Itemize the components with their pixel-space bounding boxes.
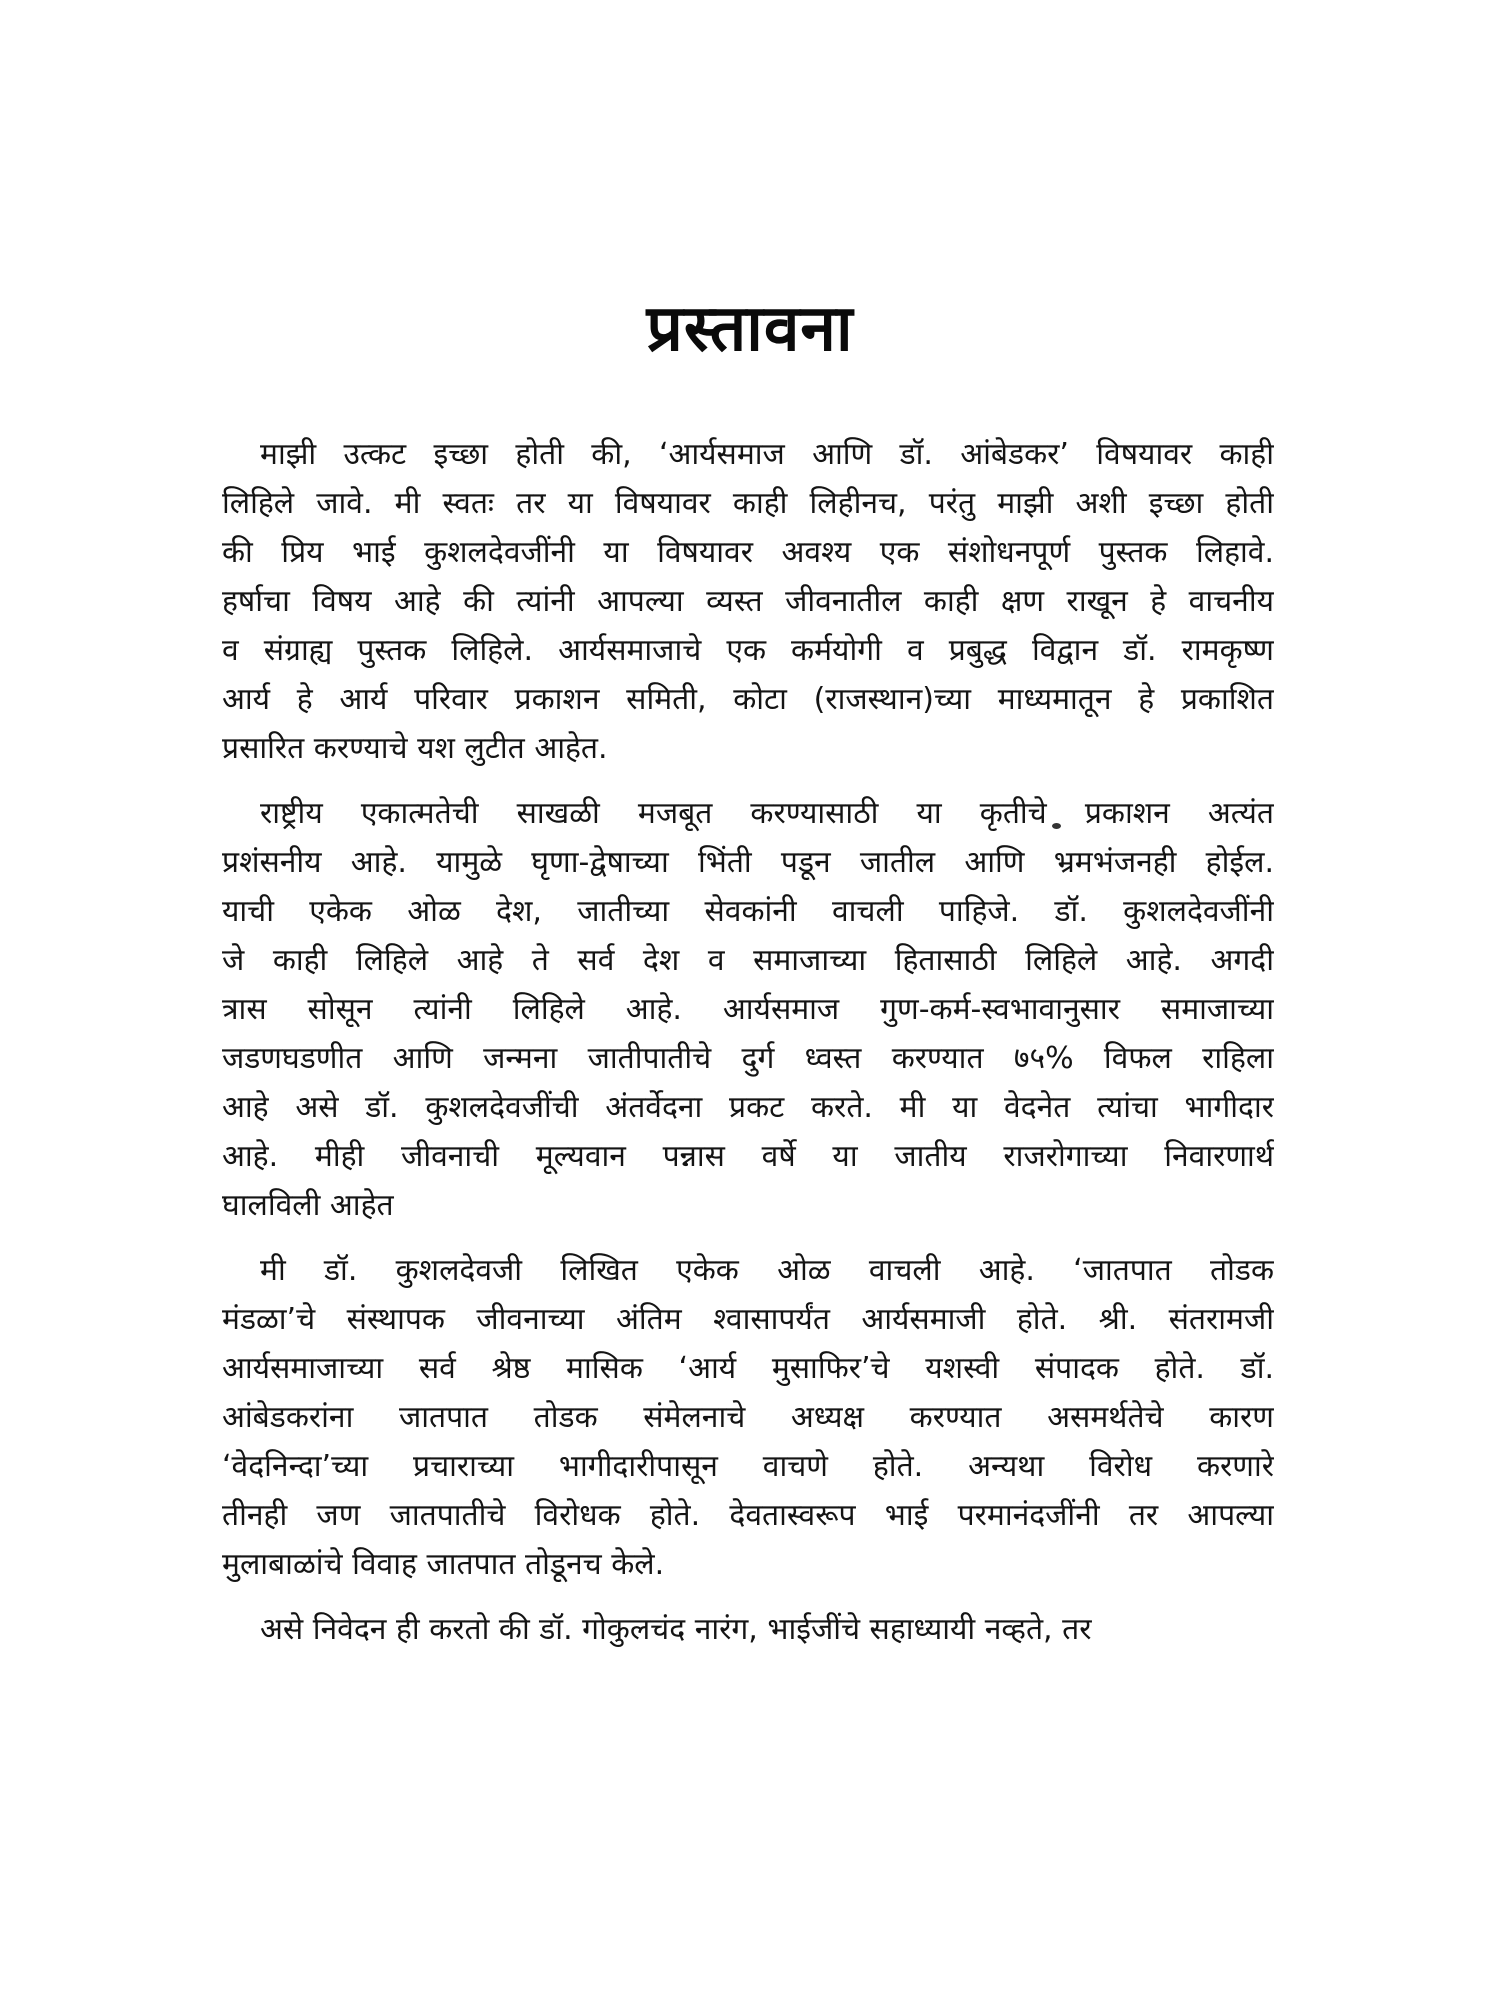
text-line: जे काही लिहिले आहे ते सर्व देश व समाजाच्या हितासाठी लिहिले आहे. अगदी xyxy=(222,943,1274,978)
text-line: असे निवेदन ही करतो की डॉ. गोकुलचंद नारंग, भाईजींचे सहाध्यायी नव्हते, तर xyxy=(260,1612,1092,1647)
text-line: हर्षाचा विषय आहे की त्यांनी आपल्या व्यस्त जीवनातील काही क्षण राखून हे वाचनीय xyxy=(222,584,1274,619)
body-text xyxy=(222,430,1274,1670)
text-line: घालविली आहेत xyxy=(222,1188,394,1223)
text-line: जडणघडणीत आणि जन्मना जातीपातीचे दुर्ग ध्वस्त करण्यात ७५% विफल राहिला xyxy=(222,1041,1274,1076)
text-line: की प्रिय भाई कुशलदेवजींनी या विषयावर अवश्य एक संशोधनपूर्ण पुस्तक लिहावे. xyxy=(222,535,1274,570)
text-line: आर्य हे आर्य परिवार प्रकाशन समिती, कोटा (राजस्थान)च्या माध्यमातून हे प्रकाशित xyxy=(222,682,1274,717)
text-line: प्रशंसनीय आहे. यामुळे घृणा-द्वेषाच्या भिंती पडून जातील आणि भ्रमभंजनही होईल. xyxy=(222,845,1274,880)
text-line: प्रसारित करण्याचे यश लुटीत आहेत. xyxy=(222,731,608,766)
text-line: आहे. मीही जीवनाची मूल्यवान पन्नास वर्षे या जातीय राजरोगाच्या निवारणार्थ xyxy=(222,1139,1274,1174)
text-line: मुलाबाळांचे विवाह जातपात तोडूनच केले. xyxy=(222,1547,665,1582)
text-line: आंबेडकरांना जातपात तोडक संमेलनाचे अध्यक्ष करण्यात असमर्थतेचे कारण xyxy=(222,1400,1274,1435)
text-line: लिहिले जावे. मी स्वतः तर या विषयावर काही लिहीनच, परंतु माझी अशी इच्छा होती xyxy=(222,486,1274,521)
text-line: ‘वेदनिन्दा’च्या प्रचाराच्या भागीदारीपासून वाचणे होते. अन्यथा विरोध करणारे xyxy=(222,1449,1274,1484)
text-line: त्रास सोसून त्यांनी लिहिले आहे. आर्यसमाज गुण-कर्म-स्वभावानुसार समाजाच्या xyxy=(222,992,1274,1027)
page-title: प्रस्तावना xyxy=(646,292,854,366)
text-line: मी डॉ. कुशलदेवजी लिखित एकेक ओळ वाचली आहे. ‘जातपात तोडक xyxy=(260,1253,1274,1288)
paragraph xyxy=(222,1246,1274,1589)
text-line: तीनही जण जातपातीचे विरोधक होते. देवतास्वरूप भाई परमानंदजींनी तर आपल्या xyxy=(222,1498,1274,1533)
text-line: माझी उत्कट इच्छा होती की, ‘आर्यसमाज आणि डॉ. आंबेडकर’ विषयावर काही xyxy=(260,437,1274,472)
paragraph xyxy=(222,789,1274,1230)
text-line: मंडळा’चे संस्थापक जीवनाच्या अंतिम श्वासापर्यंत आर्यसमाजी होते. श्री. संतरामजी xyxy=(222,1302,1274,1337)
text-line: आहे असे डॉ. कुशलदेवजींची अंतर्वेदना प्रकट करते. मी या वेदनेत त्यांचा भागीदार xyxy=(222,1090,1274,1125)
text-line: आर्यसमाजाच्या सर्व श्रेष्ठ मासिक ‘आर्य मुसाफिर’चे यशस्वी संपादक होते. डॉ. xyxy=(222,1351,1274,1386)
text-line: याची एकेक ओळ देश, जातीच्या सेवकांनी वाचली पाहिजे. डॉ. कुशलदेवजींनी xyxy=(222,894,1274,929)
paragraph xyxy=(222,430,1274,773)
text-line: राष्ट्रीय एकात्मतेची साखळी मजबूत करण्यासाठी या कृतीचे प्रकाशन अत्यंत xyxy=(260,796,1274,831)
text-line: व संग्राह्य पुस्तक लिहिले. आर्यसमाजाचे एक कर्मयोगी व प्रबुद्ध विद्वान डॉ. रामकृष्ण xyxy=(222,633,1274,668)
paragraph xyxy=(222,1605,1274,1654)
